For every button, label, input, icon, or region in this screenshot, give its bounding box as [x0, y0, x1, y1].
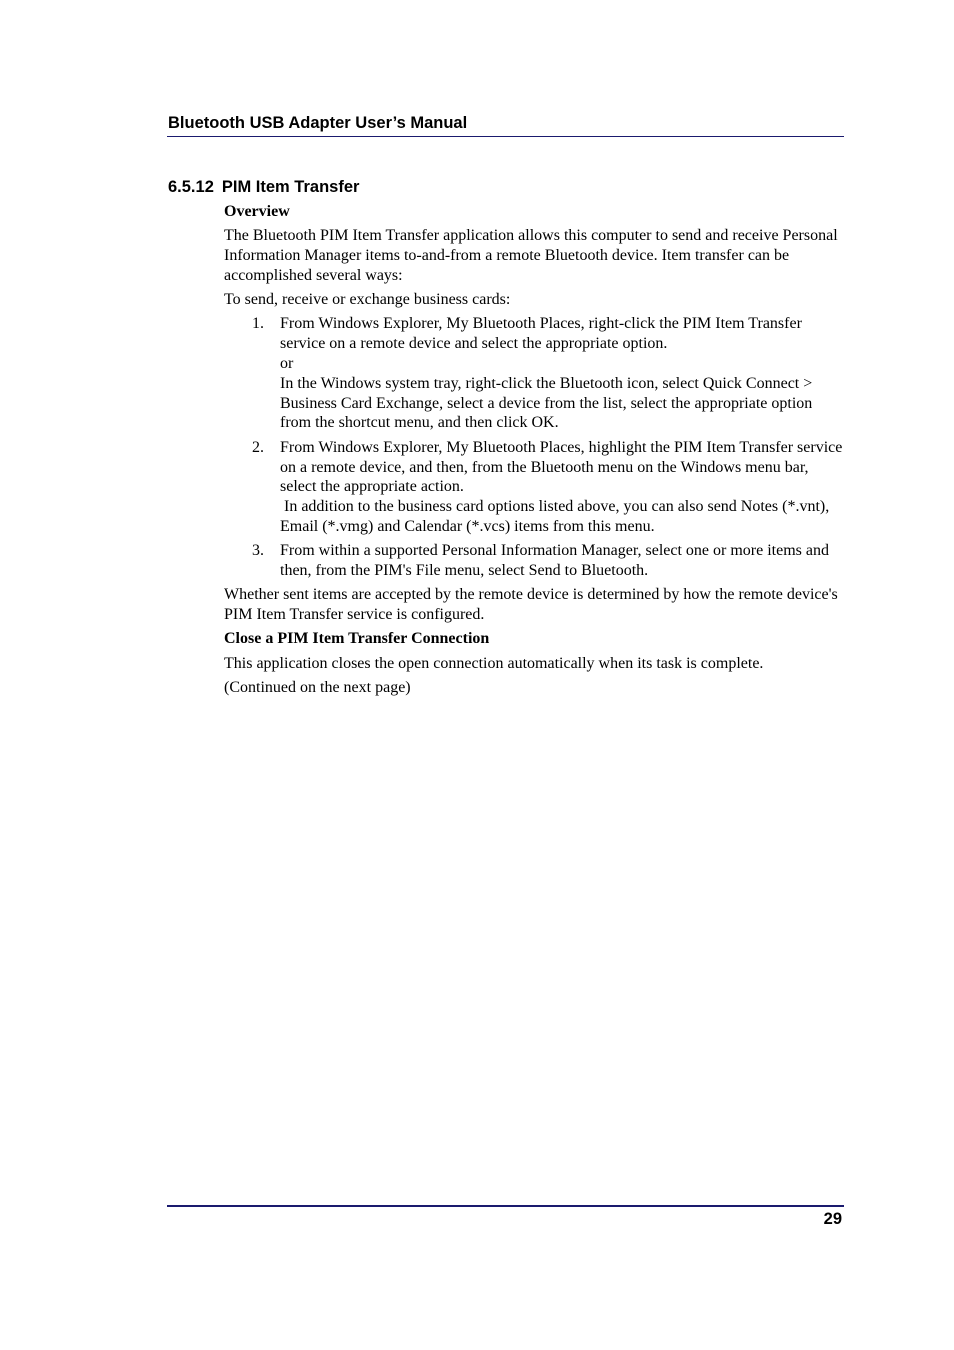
step-marker: 2.	[252, 438, 264, 456]
after-steps-text: Whether sent items are accepted by the remote device is determined by how the remote device's PIM Item Transfer service is configured.	[224, 586, 838, 624]
manual-title: Bluetooth USB Adapter User’s Manual	[168, 114, 468, 132]
steps-list	[224, 314, 844, 580]
step-2-text: From Windows Explorer, My Bluetooth Places, highlight the PIM Item Transfer service on a remote device, and then, from the Bluetooth menu on the Windows menu bar, select the appropriate action.	[280, 438, 843, 496]
list-item	[224, 438, 844, 537]
close-connection-heading: Close a PIM Item Transfer Connection	[224, 630, 490, 648]
step-2-note: In addition to the business card options listed above, you can also send Notes (*.vnt), Email (*.vmg) and Calendar (*.vcs) items from this menu.	[280, 498, 834, 535]
footer-rule	[167, 1205, 844, 1207]
page-header	[167, 112, 844, 137]
continued-note: (Continued on the next page)	[224, 679, 411, 697]
list-item	[224, 314, 844, 433]
list-item	[224, 541, 844, 581]
overview-lead: To send, receive or exchange business cards:	[224, 291, 511, 309]
section-number: 6.5.12	[168, 178, 214, 196]
document-body	[224, 202, 844, 702]
page-number: 29	[823, 1210, 842, 1228]
step-3-text: From within a supported Personal Information Manager, select one or more items and then, from the PIM's File menu, select Send to Bluetooth.	[280, 542, 829, 580]
step-1-or: or	[280, 355, 294, 373]
step-1-alternative: In the Windows system tray, right-click the Bluetooth icon, select Quick Connect > Business Card Exchange, select a device from the list, select the appropriate option from the shortcut menu, and then click OK.	[280, 374, 813, 432]
close-connection-text: This application closes the open connection automatically when its task is complete.	[224, 654, 764, 672]
step-marker: 1.	[252, 315, 264, 333]
overview-intro: The Bluetooth PIM Item Transfer application allows this computer to send and receive Personal Information Manager items to-and-from a remote Bluetooth device. Item transfer can be accomplished several ways:	[224, 227, 838, 284]
step-1-text: From Windows Explorer, My Bluetooth Places, right-click the PIM Item Transfer service on a remote device and select the appropriate option.	[280, 315, 802, 353]
step-marker: 3.	[252, 542, 264, 560]
section-heading	[168, 177, 359, 197]
overview-heading: Overview	[224, 203, 290, 220]
section-title: PIM Item Transfer	[221, 178, 360, 196]
